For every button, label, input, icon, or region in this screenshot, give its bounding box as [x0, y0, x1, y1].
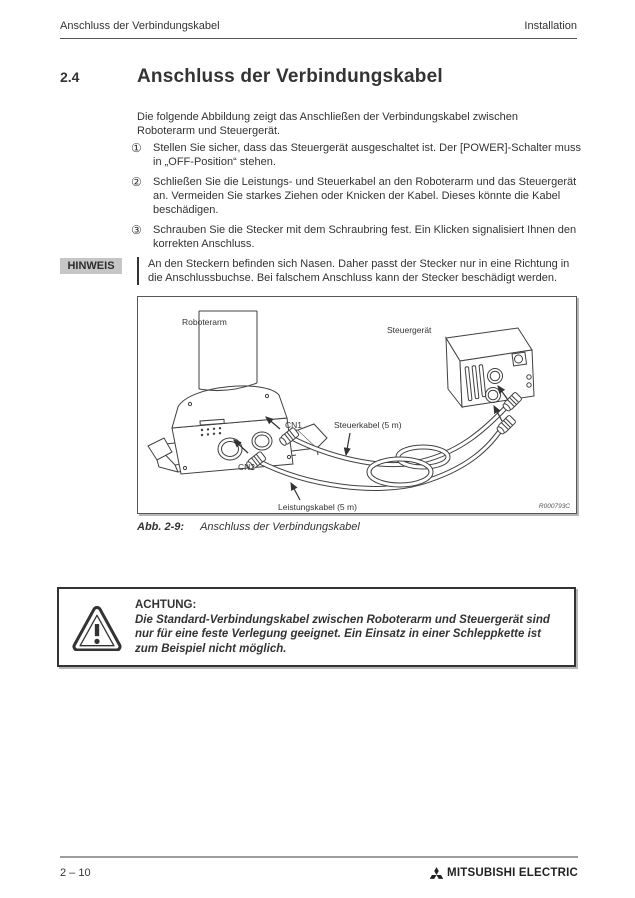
section-title: Anschluss der Verbindungskabel	[137, 66, 443, 87]
page-number: 2 – 10	[60, 867, 91, 879]
figure-ref-code: R000793C	[538, 503, 570, 510]
robot-arm-drawing	[148, 311, 327, 474]
warning-body	[135, 598, 566, 656]
figure-caption-text: Anschluss der Verbindungskabel	[200, 521, 360, 533]
section-number: 2.4	[60, 69, 80, 85]
connection-diagram	[138, 297, 576, 513]
figure-caption-label: Abb. 2-9:	[137, 521, 185, 533]
step-2	[131, 175, 583, 217]
section-heading	[60, 66, 443, 88]
warning-label: ACHTUNG:	[135, 599, 197, 611]
hint-note	[60, 257, 578, 285]
hint-label: HINWEIS	[60, 258, 122, 274]
cables-drawing	[245, 392, 522, 489]
label-steuerkabel: Steuerkabel (5 m)	[334, 420, 402, 430]
warning-text: Die Standard-Verbindungskabel zwischen Roboterarm und Steuergerät sind nur für eine feste Verlegung geeignet. Ein Einsatz in einer Schleppkette ist zum Beispiel nicht möglich.	[135, 613, 550, 655]
hint-text: An den Steckern befinden sich Nasen. Daher passt der Stecker nur in eine Richtung in die Anschlussbuchse. Bei falschem Anschluss kann der Stecker beschädigt werden.	[148, 258, 570, 284]
header-left-title: Anschluss der Verbindungskabel	[60, 20, 220, 32]
figure-caption	[137, 521, 360, 533]
intro-paragraph: Die folgende Abbildung zeigt das Anschließen der Verbindungskabel zwischen Roboterarm und Steuergerät.	[137, 111, 518, 137]
step-3-number: ③	[131, 223, 142, 237]
step-3-text: Schrauben Sie die Stecker mit dem Schraubring fest. Ein Klicken signalisiert Ihnen den korrekten Anschluss.	[153, 224, 577, 250]
label-roboterarm: Roboterarm	[182, 317, 227, 327]
controller-drawing	[446, 328, 534, 407]
mitsubishi-logo-icon	[429, 866, 444, 880]
page-footer	[60, 856, 578, 880]
label-cn1: CN1	[285, 420, 303, 430]
label-cn2: CN2	[238, 462, 256, 472]
figure-2-9	[137, 296, 577, 514]
warning-triangle-icon	[59, 604, 135, 651]
brand-name: MITSUBISHI ELECTRIC	[447, 867, 578, 879]
step-3	[131, 223, 583, 251]
header-right-title: Installation	[524, 20, 577, 32]
step-1-text: Stellen Sie sicher, dass das Steuergerät ausgeschaltet ist. Der [POWER]-Schalter muss in „OFF-Position“ stehen.	[153, 142, 581, 168]
step-2-number: ②	[131, 175, 142, 189]
warning-box	[57, 587, 576, 667]
label-steuergeraet: Steuergerät	[387, 325, 432, 335]
page-header	[60, 20, 577, 39]
step-1-number: ①	[131, 141, 142, 155]
step-2-text: Schließen Sie die Leistungs- und Steuerkabel an den Roboterarm und das Steuergerät an. Vermeiden Sie starkes Ziehen oder Knicken der Kabel. Dieses könnte die Kabel beschädigen.	[153, 176, 577, 216]
step-list	[131, 141, 583, 257]
brand-logo	[429, 866, 578, 880]
step-1	[131, 141, 583, 169]
hint-divider	[137, 257, 139, 285]
label-leistungskabel: Leistungskabel (5 m)	[278, 502, 357, 512]
